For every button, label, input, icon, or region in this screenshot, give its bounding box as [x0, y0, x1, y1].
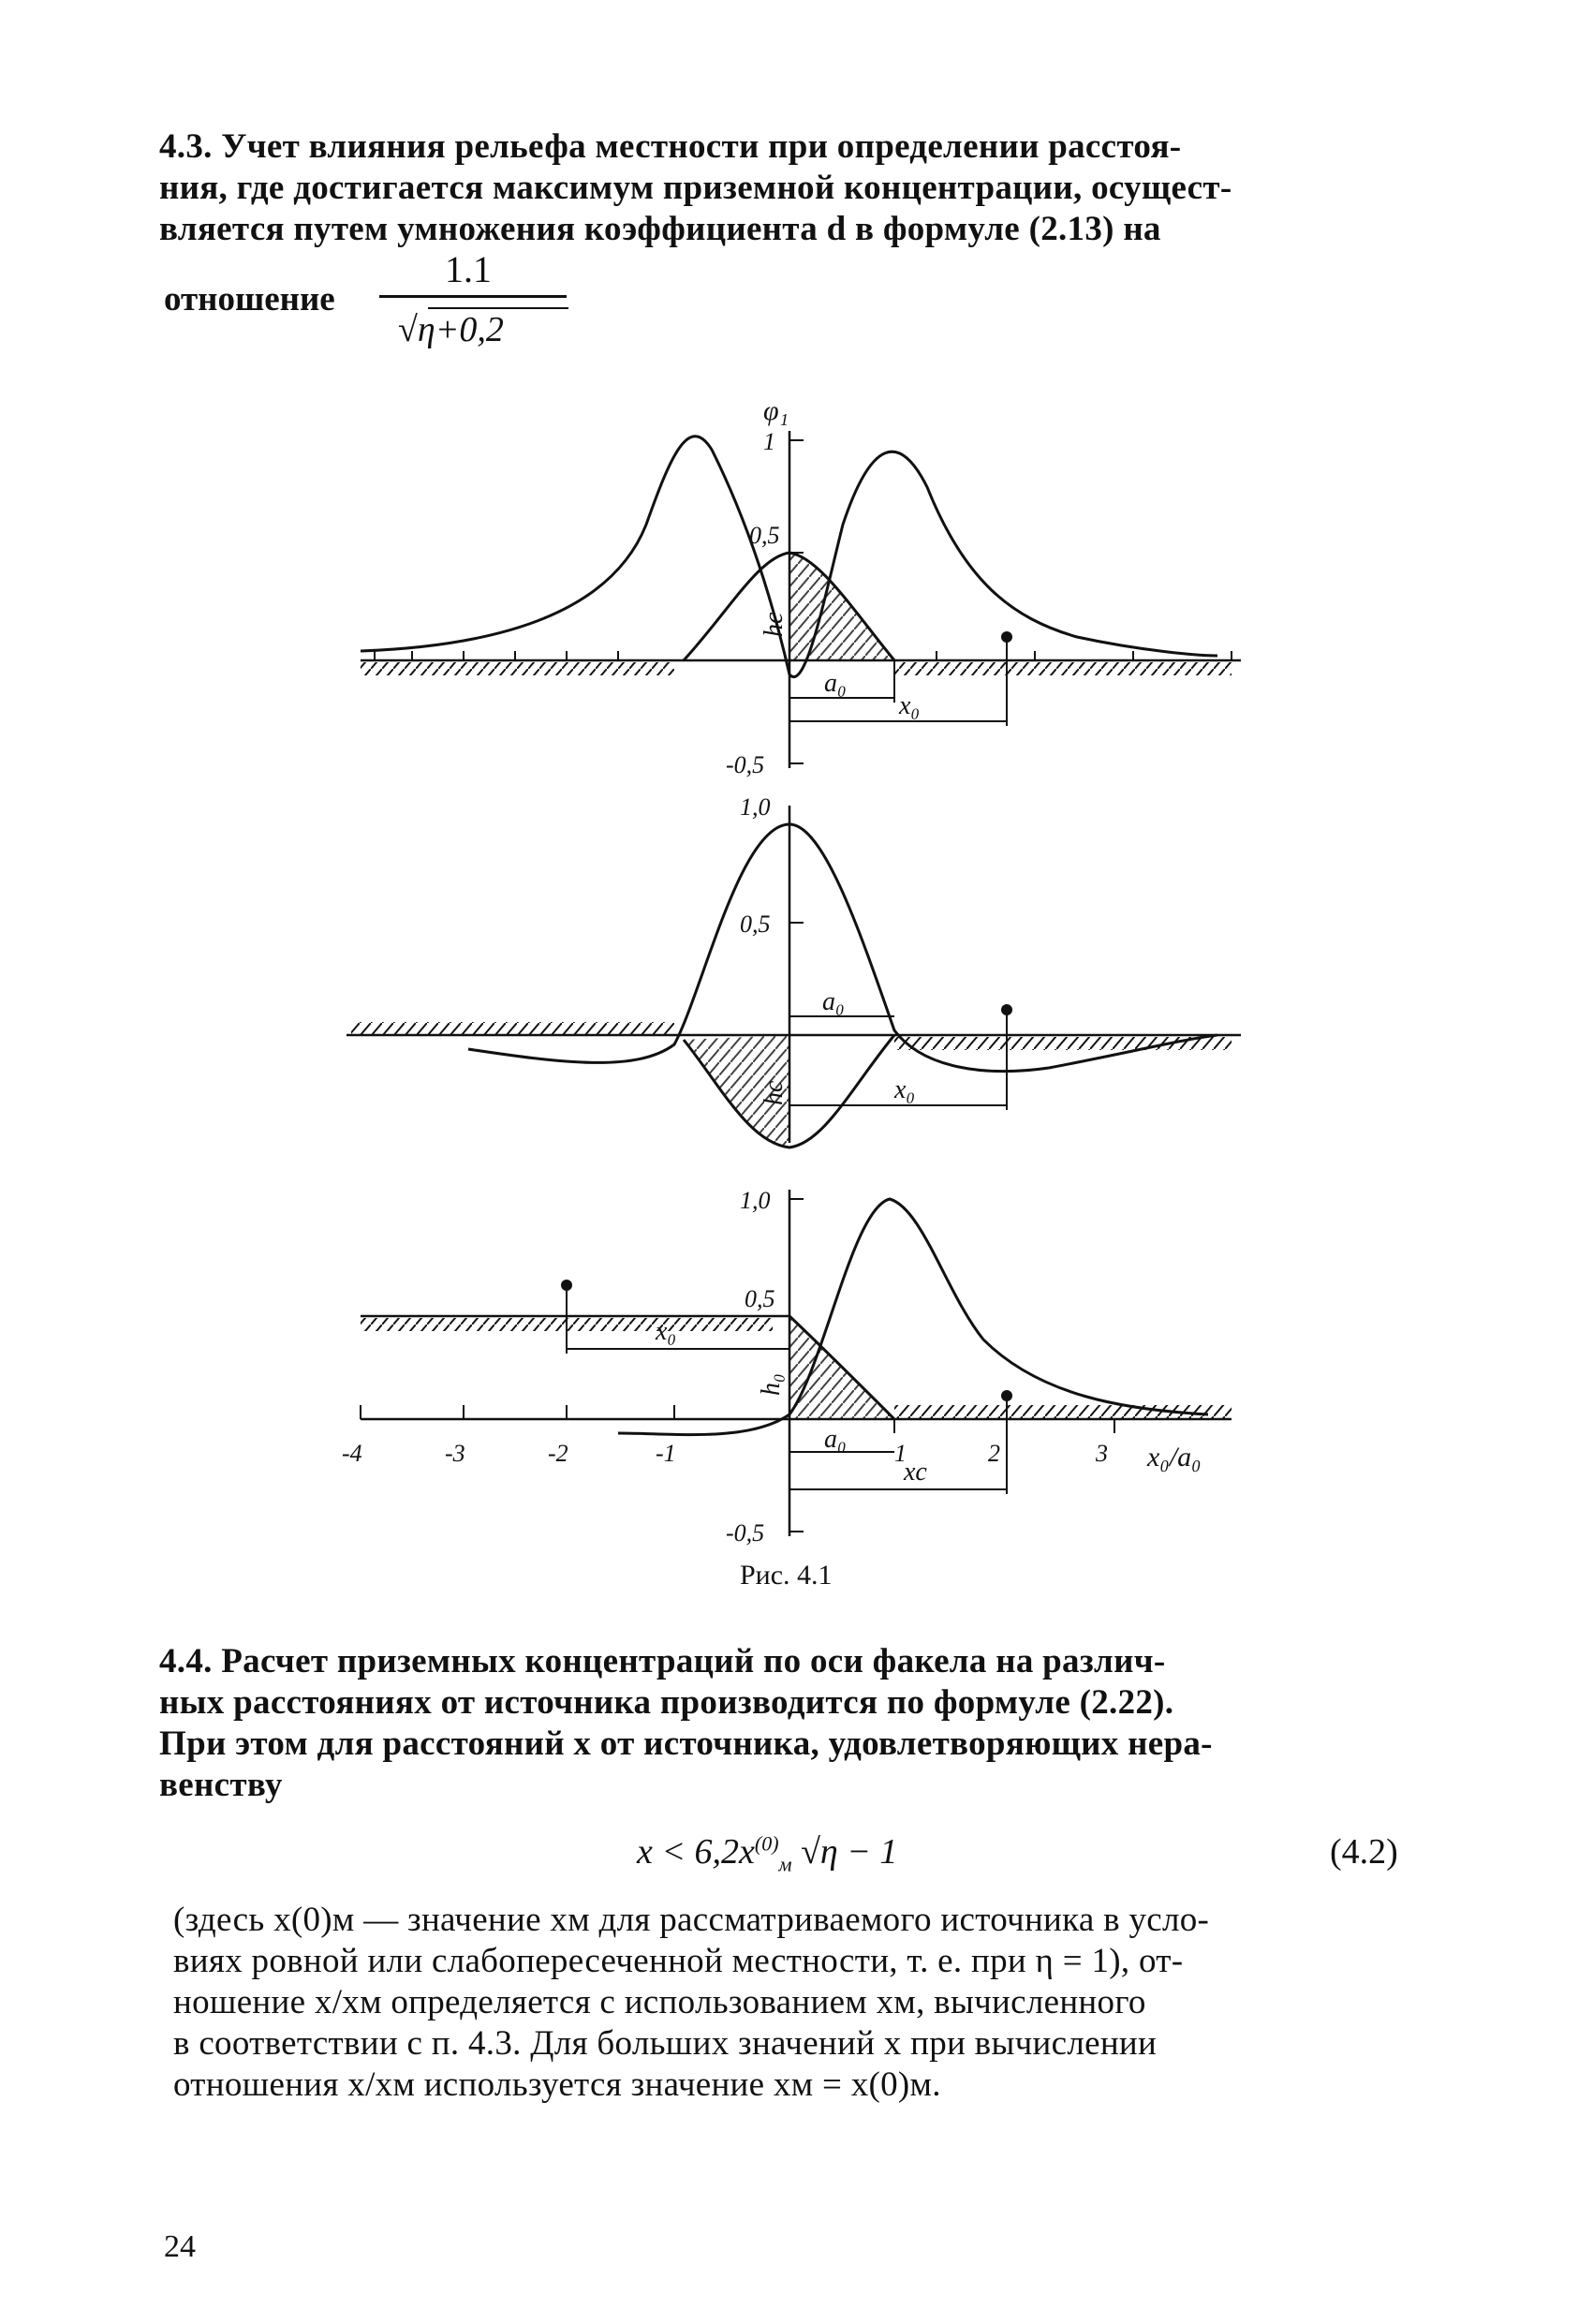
top-panel [361, 395, 1241, 778]
y-tick-label: 0,5 [749, 522, 780, 549]
text-line: венству [159, 1766, 283, 1804]
formula-rhs: √η − 1 [801, 1832, 898, 1872]
relief-hatch [789, 1316, 894, 1419]
section-4-4-text [159, 1641, 1423, 1806]
note-text [173, 1900, 1423, 2106]
ground-hatch [894, 662, 1232, 675]
text-line: ношение x/xм определяется с использованием xм, вычисленного [173, 1983, 1146, 2021]
x-tick-label: -3 [445, 1440, 465, 1467]
text-line: отношения x/xм используется значение xм = x(0)м. [173, 2065, 941, 2104]
h-label: h₀ [757, 1373, 786, 1396]
equation-number: (4.2) [1330, 1832, 1398, 1872]
y-tick-label: 1,0 [740, 1187, 771, 1214]
source-marker-right [1001, 1390, 1012, 1401]
x-right-label: xc [904, 1458, 927, 1487]
y-tick-label: -0,5 [726, 1519, 765, 1547]
y-tick-label: 0,5 [740, 910, 771, 938]
x-label: x₀ [894, 1075, 916, 1104]
ground-hatch [361, 662, 674, 675]
text-line: вляется путем умножения коэффициента d в формуле (2.13) на [159, 210, 1161, 248]
formula-sub: м [778, 1852, 792, 1876]
source-marker [1001, 1004, 1012, 1015]
ground-hatch [894, 1037, 1232, 1050]
text-line: виях ровной или слабопересеченной местности, т. е. при η = 1), от- [173, 1942, 1184, 1980]
x-tick-label: 1 [894, 1440, 907, 1467]
ratio-denominator: √η+0,2 [398, 310, 504, 349]
text-line: ния, где достигается максимум приземной концентрации, осущест- [159, 169, 1232, 207]
ratio-numerator: 1.1 [445, 248, 492, 290]
source-marker [1001, 631, 1012, 643]
x-left-label: x₀ [656, 1317, 677, 1346]
inequality-formula [637, 1831, 897, 1877]
text-line: в соответствии с п. 4.3. Для больших значений x при вычислении [173, 2024, 1158, 2063]
text-line: (здесь x(0)м — значение xм для рассматриваемого источника в усло- [173, 1901, 1210, 1939]
formula-sup: (0) [754, 1831, 779, 1856]
h-label: hc [760, 1080, 789, 1105]
y-tick-label: -0,5 [726, 751, 765, 778]
source-marker-left [561, 1280, 572, 1291]
x-tick-label: -1 [656, 1440, 676, 1467]
formula-lhs: x < 6,2x [637, 1832, 755, 1872]
text-line: 4.4. Расчет приземных концентраций по оси факела на различ- [159, 1642, 1166, 1680]
x-tick-label: 3 [1096, 1440, 1108, 1467]
middle-panel [347, 793, 1241, 1147]
figure-caption: Рис. 4.1 [740, 1560, 833, 1591]
x-label: x₀ [899, 691, 921, 720]
text-line: 4.3. Учет влияния рельефа местности при определении расстоя- [159, 127, 1182, 166]
page-number: 24 [164, 2229, 196, 2264]
y-tick-label: 0,5 [745, 1285, 775, 1312]
relief-hatch [789, 553, 894, 660]
x-tick-label: 2 [988, 1440, 1000, 1467]
x-tick-label: -2 [548, 1440, 568, 1467]
text-line: При этом для расстояний x от источника, удовлетворяющих нера- [159, 1724, 1213, 1763]
text-line: ных расстояниях от источника производится по формуле (2.22). [159, 1683, 1174, 1722]
y-tick-label: 1,0 [740, 793, 771, 821]
y-tick-label: 1 [763, 428, 775, 455]
a-label: a₀ [824, 669, 847, 698]
a-label: a₀ [822, 987, 845, 1016]
h-label: hc [760, 612, 789, 637]
ground-hatch [351, 1022, 674, 1035]
y-axis-symbol: φ₁ [763, 395, 789, 426]
x-tick-label: -4 [342, 1440, 362, 1467]
a-label: a₀ [824, 1425, 847, 1454]
x-axis-label: x₀/a₀ [1147, 1442, 1202, 1473]
bottom-panel [342, 1187, 1232, 1547]
ratio-label: отношение [164, 280, 335, 318]
